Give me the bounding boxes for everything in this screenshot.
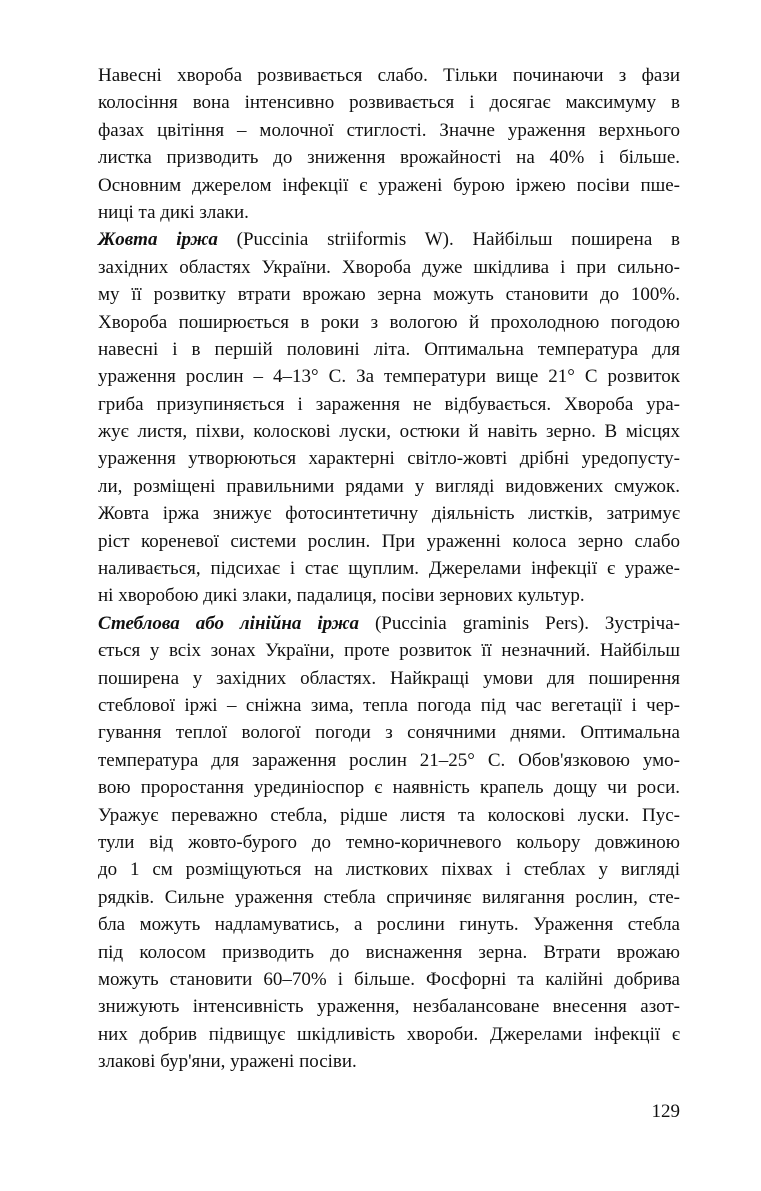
text-line (98, 610, 680, 637)
text-line (98, 582, 680, 609)
text-line (98, 309, 680, 336)
line-text: навесні і в першій половині літа. Оптимальна температура для (98, 338, 680, 360)
line-text: західних областях України. Хвороба дуже шкідлива і при сильно- (98, 256, 680, 278)
line-text: гриба призупиняється і зараження не відбувається. Хвороба ура- (98, 393, 680, 415)
text-line (98, 637, 680, 664)
text-line (98, 254, 680, 281)
text-line (98, 117, 680, 144)
line-text: ниці та дикі злаки. (98, 201, 249, 223)
page-body (98, 62, 680, 1075)
text-line (98, 911, 680, 938)
line-text: жує листя, піхви, колоскові луски, остюки й навіть зерно. В місцях (98, 421, 680, 443)
text-line (98, 418, 680, 445)
line-text: тули від жовто-бурого до темно-коричневого кольору довжиною (98, 831, 680, 853)
line-text: стеблової іржі – сніжна зима, тепла погода під час вегетації і чер- (98, 694, 680, 716)
line-text: них добрив підвищує шкідливість хвороби. Джерелами інфекції є (98, 1023, 680, 1045)
line-text: бла можуть надламуватись, а рослини гинуть. Ураження стебла (98, 914, 680, 936)
line-text: ли, розміщені правильними рядами у вигляді видовжених смужок. (98, 475, 680, 497)
line-text: (Puccinia graminis Pers). Зустріча- (359, 612, 680, 634)
line-text: Уражує переважно стебла, рідше листя та колоскові луски. Пус- (98, 804, 680, 826)
page-number: 129 (651, 1101, 680, 1122)
line-text: Навесні хвороба розвивається слабо. Тільки починаючи з фази (98, 65, 680, 86)
line-text: гування теплої вологої погоди з сонячними днями. Оптимальна (98, 722, 680, 744)
paragraph-yellow-rust (98, 226, 680, 609)
text-line (98, 89, 680, 116)
line-text: листка призводить до зниження врожайності на 40% і більше. (98, 147, 680, 169)
line-text: Жовта іржа знижує фотосинтетичну діяльність листків, затримує (98, 503, 680, 525)
text-line (98, 144, 680, 171)
line-text: під колосом призводить до виснаження зерна. Втрати врожаю (98, 941, 680, 963)
text-line (98, 445, 680, 472)
text-line (98, 226, 680, 253)
line-text: вою проростання урединіоспор є наявність крапель дощу чи роси. (98, 777, 680, 799)
text-line (98, 336, 680, 363)
text-line (98, 665, 680, 692)
line-text: поширена у західних областях. Найкращі умови для поширення (98, 667, 680, 689)
line-text: ється у всіх зонах України, проте розвиток її незначний. Найбільш (98, 640, 680, 662)
text-line (98, 1048, 680, 1075)
text-line (98, 719, 680, 746)
text-line (98, 856, 680, 883)
line-text: (Puccinia striiformis W). Найбільш поширена в (217, 229, 680, 251)
text-line (98, 199, 680, 226)
line-text: му її розвитку втрати врожаю зерна можуть становити до 100%. (98, 284, 680, 306)
line-text: Основним джерелом інфекції є уражені бурою іржею посіви пше- (98, 174, 680, 196)
text-line (98, 62, 680, 89)
line-text: можуть становити 60–70% і більше. Фосфорні та калійні добрива (98, 968, 680, 990)
text-line (98, 747, 680, 774)
text-line (98, 473, 680, 500)
line-text: Хвороба поширюється в роки з вологою й прохолодною погодою (98, 311, 680, 333)
text-line (98, 500, 680, 527)
line-text: ураження рослин – 4–13° С. За температури вище 21° С розвиток (98, 366, 680, 388)
line-text: ураження утворюються характерні світло-жовті дрібні уредопусту- (98, 448, 680, 470)
text-line (98, 884, 680, 911)
text-line (98, 692, 680, 719)
text-line (98, 829, 680, 856)
text-line (98, 391, 680, 418)
line-text: злакові бур'яни, уражені посіви. (98, 1051, 357, 1073)
text-line (98, 802, 680, 829)
text-line (98, 555, 680, 582)
line-text: знижують інтенсивність ураження, незбалансоване внесення азот- (98, 996, 680, 1018)
term-yellow-rust: Жовта іржа (98, 229, 218, 251)
text-line (98, 528, 680, 555)
line-text: температура для зараження рослин 21–25° С. Обов'язковою умо- (98, 749, 680, 771)
text-line (98, 993, 680, 1020)
text-line (98, 363, 680, 390)
paragraph-brown-rust-spread (98, 62, 680, 226)
line-text: наливається, підсихає і стає щуплим. Джерелами інфекції є ураже- (98, 558, 680, 580)
line-text: до 1 см розміщуються на листкових піхвах і стеблах у вигляді (98, 859, 680, 881)
text-line (98, 939, 680, 966)
line-text: фазах цвітіння – молочної стиглості. Значне ураження верхнього (98, 119, 680, 141)
line-text: ріст кореневої системи рослин. При ураженні колоса зерно слабо (98, 530, 680, 552)
paragraph-stem-rust (98, 610, 680, 1076)
text-line (98, 966, 680, 993)
line-text: колосіння вона інтенсивно розвивається і досягає максимуму в (98, 92, 680, 114)
text-line (98, 281, 680, 308)
line-text: ні хворобою дикі злаки, падалиця, посіви зернових культур. (98, 585, 585, 607)
term-stem-rust: Стеблова або лінійна іржа (98, 612, 360, 634)
line-text: рядків. Сильне ураження стебла спричиняє вилягання рослин, сте- (98, 886, 680, 908)
text-line (98, 774, 680, 801)
text-line (98, 172, 680, 199)
text-line (98, 1021, 680, 1048)
